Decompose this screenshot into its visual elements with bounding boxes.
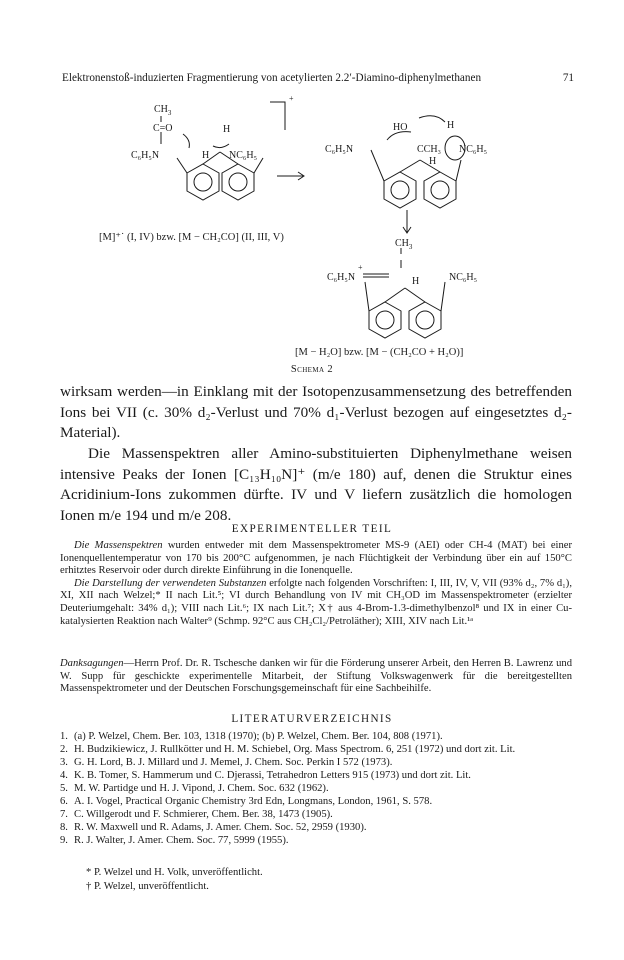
experimental-section — [60, 540, 572, 628]
reference-item: 1. (a) P. Welzel, Chem. Ber. 103, 1318 (1970); (b) P. Welzel, Chem. Ber. 104, 808 (1971). — [60, 731, 443, 742]
experimental-p2-text: erfolgte nach folgenden Vorschriften: I, III, IV, V, VII (93% d₂, 7% d₁), XI, XII nach Welzel;* II nach Lit.⁵; VI durch Behandlung von IV mit CH₃OD im Massenspektrometer (erzielter Deuteriumgehalt: 34% d₁); VIII nach Lit.⁶; IX nach Lit.⁷; X† aus 4-Brom-1.3-dimethylbenzol⁸ und IX in einer Cu-katalysierten Reaktion nach Walter⁹ (Schmp. 92°C aus CH₂Cl₂/Petroläther); XIII, XIV nach Lit.¹ᵃ — [60, 577, 572, 627]
label-plus-bottom: + — [358, 263, 363, 272]
reference-item: 3. G. H. Lord, B. J. Millard und J. Memel, J. Chem. Soc. Perkin I 572 (1973). — [60, 757, 393, 768]
reaction-scheme — [95, 92, 555, 367]
left-ring-b — [222, 164, 254, 200]
label-carbonyl: C=O — [153, 123, 173, 134]
label-h-mid: H — [202, 150, 210, 161]
label-nc6h5-bottom: NC₆H₅ — [449, 272, 478, 283]
experimental-paragraph-1 — [60, 540, 572, 578]
reference-item: 2. H. Budzikiewicz, J. Rullkötter und H. M. Schiebel, Org. Mass Spectrom. 6, 251 (1972) und dort zit. Lit. — [60, 744, 516, 755]
acknowledgements-paragraph — [60, 658, 572, 696]
experimental-p2-lead: Die Darstellung der verwendeten Substanzen — [74, 577, 267, 589]
label-cch3: CCH₃ — [417, 144, 442, 155]
left-ring-a — [187, 164, 219, 200]
footnote-2: † P. Welzel, unveröffentlicht. — [86, 881, 209, 892]
label-nc6h5-left: NC₆H₅ — [229, 150, 258, 161]
experimental-paragraph-2 — [60, 578, 572, 628]
reference-list — [60, 730, 572, 847]
label-c6h5n-right: C₆H₅N — [325, 144, 354, 155]
acknowledgements-lead: Danksagungen — [60, 658, 124, 669]
references-heading: LITERATURVERZEICHNIS — [231, 713, 393, 725]
reference-item: 5. M. W. Partidge und H. J. Vipond, J. Chem. Soc. 632 (1962). — [60, 783, 329, 794]
body-paragraph-1: wirksam werden—in Einklang mit der Isotopenzusammensetzung des betreffenden Ions bei VII (c. 30% d₂-Verlust und 70% d₁-Verlust bezogen auf eingesetztes d₂-Material). — [60, 383, 572, 441]
label-radical-cation: + — [289, 94, 294, 103]
label-h-left: H — [223, 124, 231, 135]
running-header — [62, 72, 574, 84]
experimental-p1-lead: Die Massenspektren — [74, 540, 163, 551]
label-c6h5n-left: C₆H₅N — [131, 150, 160, 161]
label-ho: HO — [393, 122, 408, 133]
reference-item: 4. K. B. Tomer, S. Hammerum und C. Djerassi, Tetrahedron Letters 915 (1973) und dort zit. Lit. — [60, 770, 471, 781]
label-h-right: H — [447, 120, 455, 131]
reference-item: 8. R. W. Maxwell und R. Adams, J. Amer. Chem. Soc. 52, 2959 (1930). — [60, 822, 367, 833]
scheme-drawing — [95, 92, 555, 367]
label-ion-bottom: [M − H₂O] bzw. [M − (CH₂CO + H₂O)] — [295, 347, 464, 358]
experimental-p1-text: wurden entweder mit dem Massenspektrometer MS-9 (AEI) oder CH-4 (MAT) bei einer Ionenquellentemperatur von 170 bis 200°C aufgenommen, je nach Flüchtigkeit der Verbindung über ein auf 150°C erhitztes Reservoir oder durch direkte Einführung in die Ionenquelle. — [60, 540, 572, 577]
label-c6h5n-bottom: C₆H₅N — [327, 272, 356, 283]
label-h-bottom: H — [412, 276, 420, 287]
experimental-heading: EXPERIMENTELLER TEIL — [231, 523, 393, 535]
label-ch3-bottom: $CH_3$ — [395, 238, 413, 251]
reference-item: 7. C. Willgerodt und F. Schmierer, Chem. Ber. 38, 1473 (1905). — [60, 809, 333, 820]
label-ion-left: [M]⁺˙ (I, IV) bzw. [M − CH₂CO] (II, III, V) — [99, 232, 284, 243]
reference-item: 9. R. J. Walter, J. Amer. Chem. Soc. 77, 5999 (1955). — [60, 835, 289, 846]
reference-item: 6. A. I. Vogel, Practical Organic Chemistry 3rd Edn, Longmans, London, 1961, S. 578. — [60, 796, 433, 807]
scheme-caption: Schema 2 — [290, 364, 334, 375]
label-nc6h5-right: NC₆H₅ — [459, 144, 488, 155]
running-title: Elektronenstoß-induzierten Fragmentierung von acetylierten 2.2′-Diamino-diphenylmethanen — [62, 72, 482, 84]
label-h-right-lower: H — [429, 156, 437, 167]
body-paragraph-2: Die Massenspektren aller Amino-substituierten Diphenylmethane weisen intensive Peaks der Ionen [C₁₃H₁₀N]⁺ (m/e 180) auf, denen die Struktur eines Acridinium-Ions zukommen dürfte. IV und V liefern zusätzlich die homologen Ionen m/e 194 und m/e 208. — [60, 445, 572, 524]
acknowledgements-text: —Herrn Prof. Dr. R. Tschesche danken wir für die Förderung unserer Arbeit, den Herren B. Lawrenz und W. Supp für geschickte experimentelle Mitarbeit, der Stiftung Volkswagenwerk für die bereitgestellten Massenspektrometer und der Deutschen Forschungsgemeinschaft für eine Sachbeihilfe. — [60, 658, 572, 695]
label-ch3-top: $CH_3$ — [154, 104, 172, 117]
page-number: 71 — [562, 72, 574, 84]
acknowledgements — [60, 658, 572, 696]
footnote-1: * P. Welzel und H. Volk, unveröffentlicht. — [86, 867, 263, 878]
